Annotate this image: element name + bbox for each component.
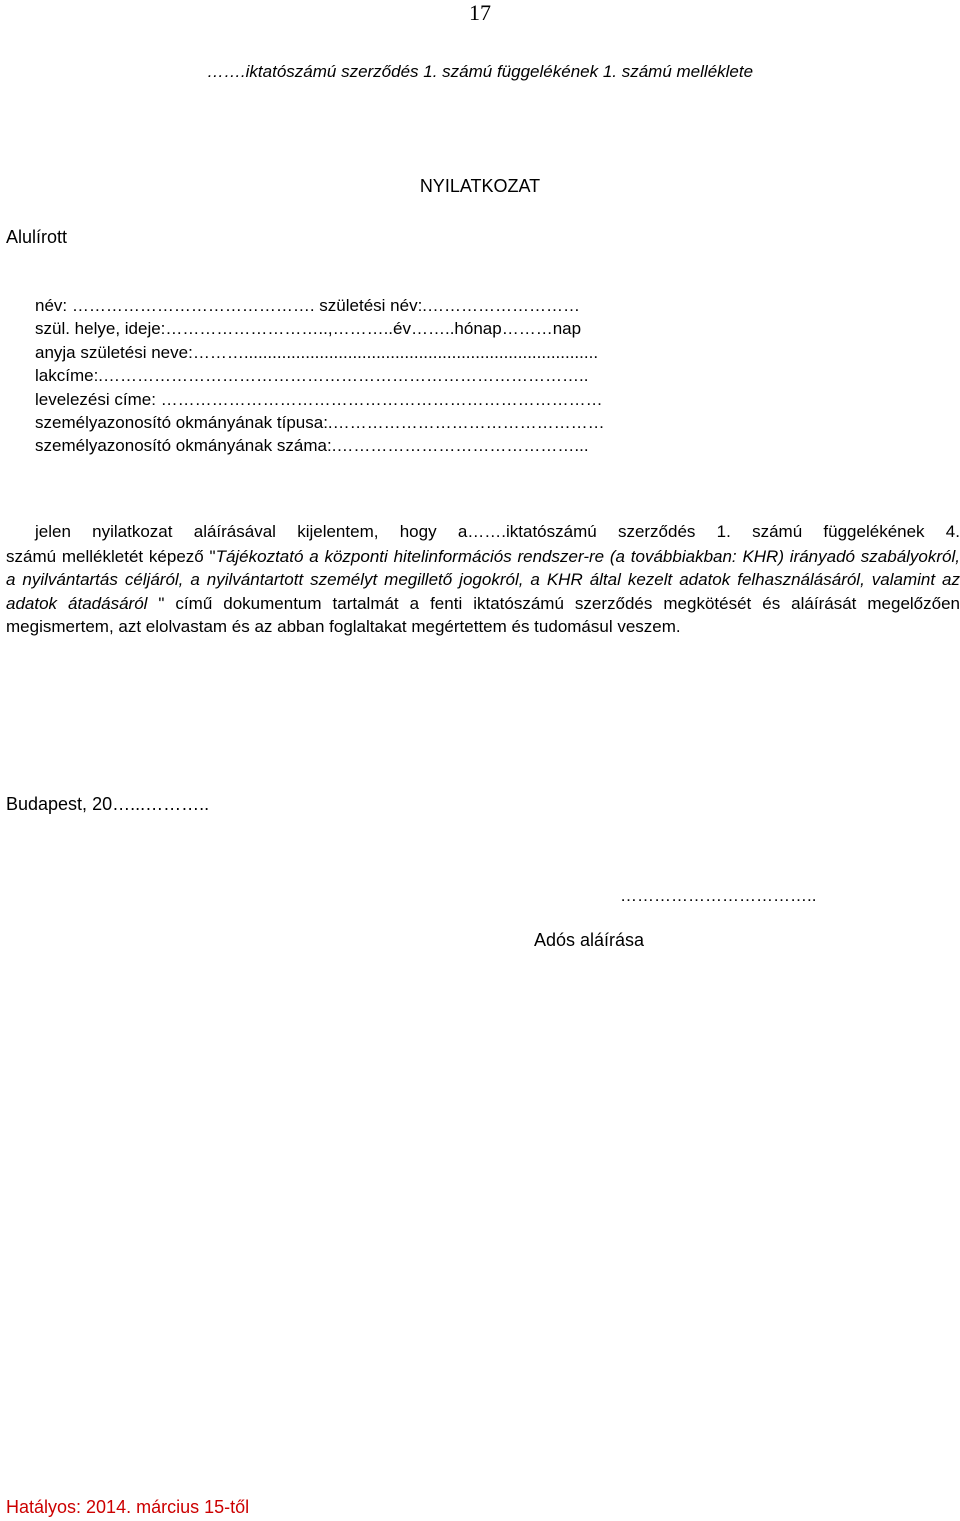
- page-number: 17: [469, 0, 491, 25]
- document-title: NYILATKOZAT: [419, 176, 541, 196]
- validity-footer: Hatályos: 2014. március 15-től: [6, 1497, 250, 1517]
- header-note: …….iktatószámú szerződés 1. számú függelékének 1. számú melléklete: [206, 62, 754, 81]
- declaration-tail: " című dokumentum tartalmát a fenti iktatószámú szerződés megkötését és aláírását megelőzően megismertem, azt elolvastam és az abban foglaltakat megértettem és tudomásul veszem.: [6, 593, 960, 637]
- signature-label: Adós aláírása: [534, 930, 645, 950]
- field-id-document-number: személyazonosító okmányának száma:.……………………………………...: [35, 436, 589, 456]
- signature-line: ……………………………..: [620, 886, 817, 905]
- field-address: lakcíme:.…………………………………………………………………………..: [35, 366, 589, 386]
- field-name: név: ……………………………………. születési név:.………………………: [35, 296, 581, 315]
- field-mother-name: anyja születési neve:………...........................................................................: [35, 342, 599, 362]
- place-date: Budapest, 20…...………..: [6, 794, 210, 814]
- field-id-document-type: személyazonosító okmányának típusa:.…………………………………………: [35, 413, 605, 433]
- field-birthplace-date: szül. helye, ideje:………………………..,………..év……..hónap………nap: [35, 319, 582, 339]
- declaration-document-title: Tájékoztató a központi hitelinformációs rendszer-re (a továbbiakban: KHR) irányadó szabályokról, a nyilvántartás céljáról, a nyilvántartott személyt megillető jogokról, a KHR által kezelt adatok felhasználásáról, valamint az adatok átadásáról: [6, 547, 960, 613]
- personal-data-fields: [35, 294, 605, 458]
- field-mailing-address: levelezési címe: ……………………………………………………………………: [35, 389, 603, 409]
- declaration-first-line: jelen nyilatkozat aláírásával kijelentem, hogy a…….iktatószámú szerződés 1. számú függelékének 4.: [35, 522, 960, 541]
- declaration-lead: számú mellékletét képező ": [6, 547, 216, 566]
- declaration-body: [6, 545, 960, 639]
- intro-text: Alulírott: [6, 227, 68, 247]
